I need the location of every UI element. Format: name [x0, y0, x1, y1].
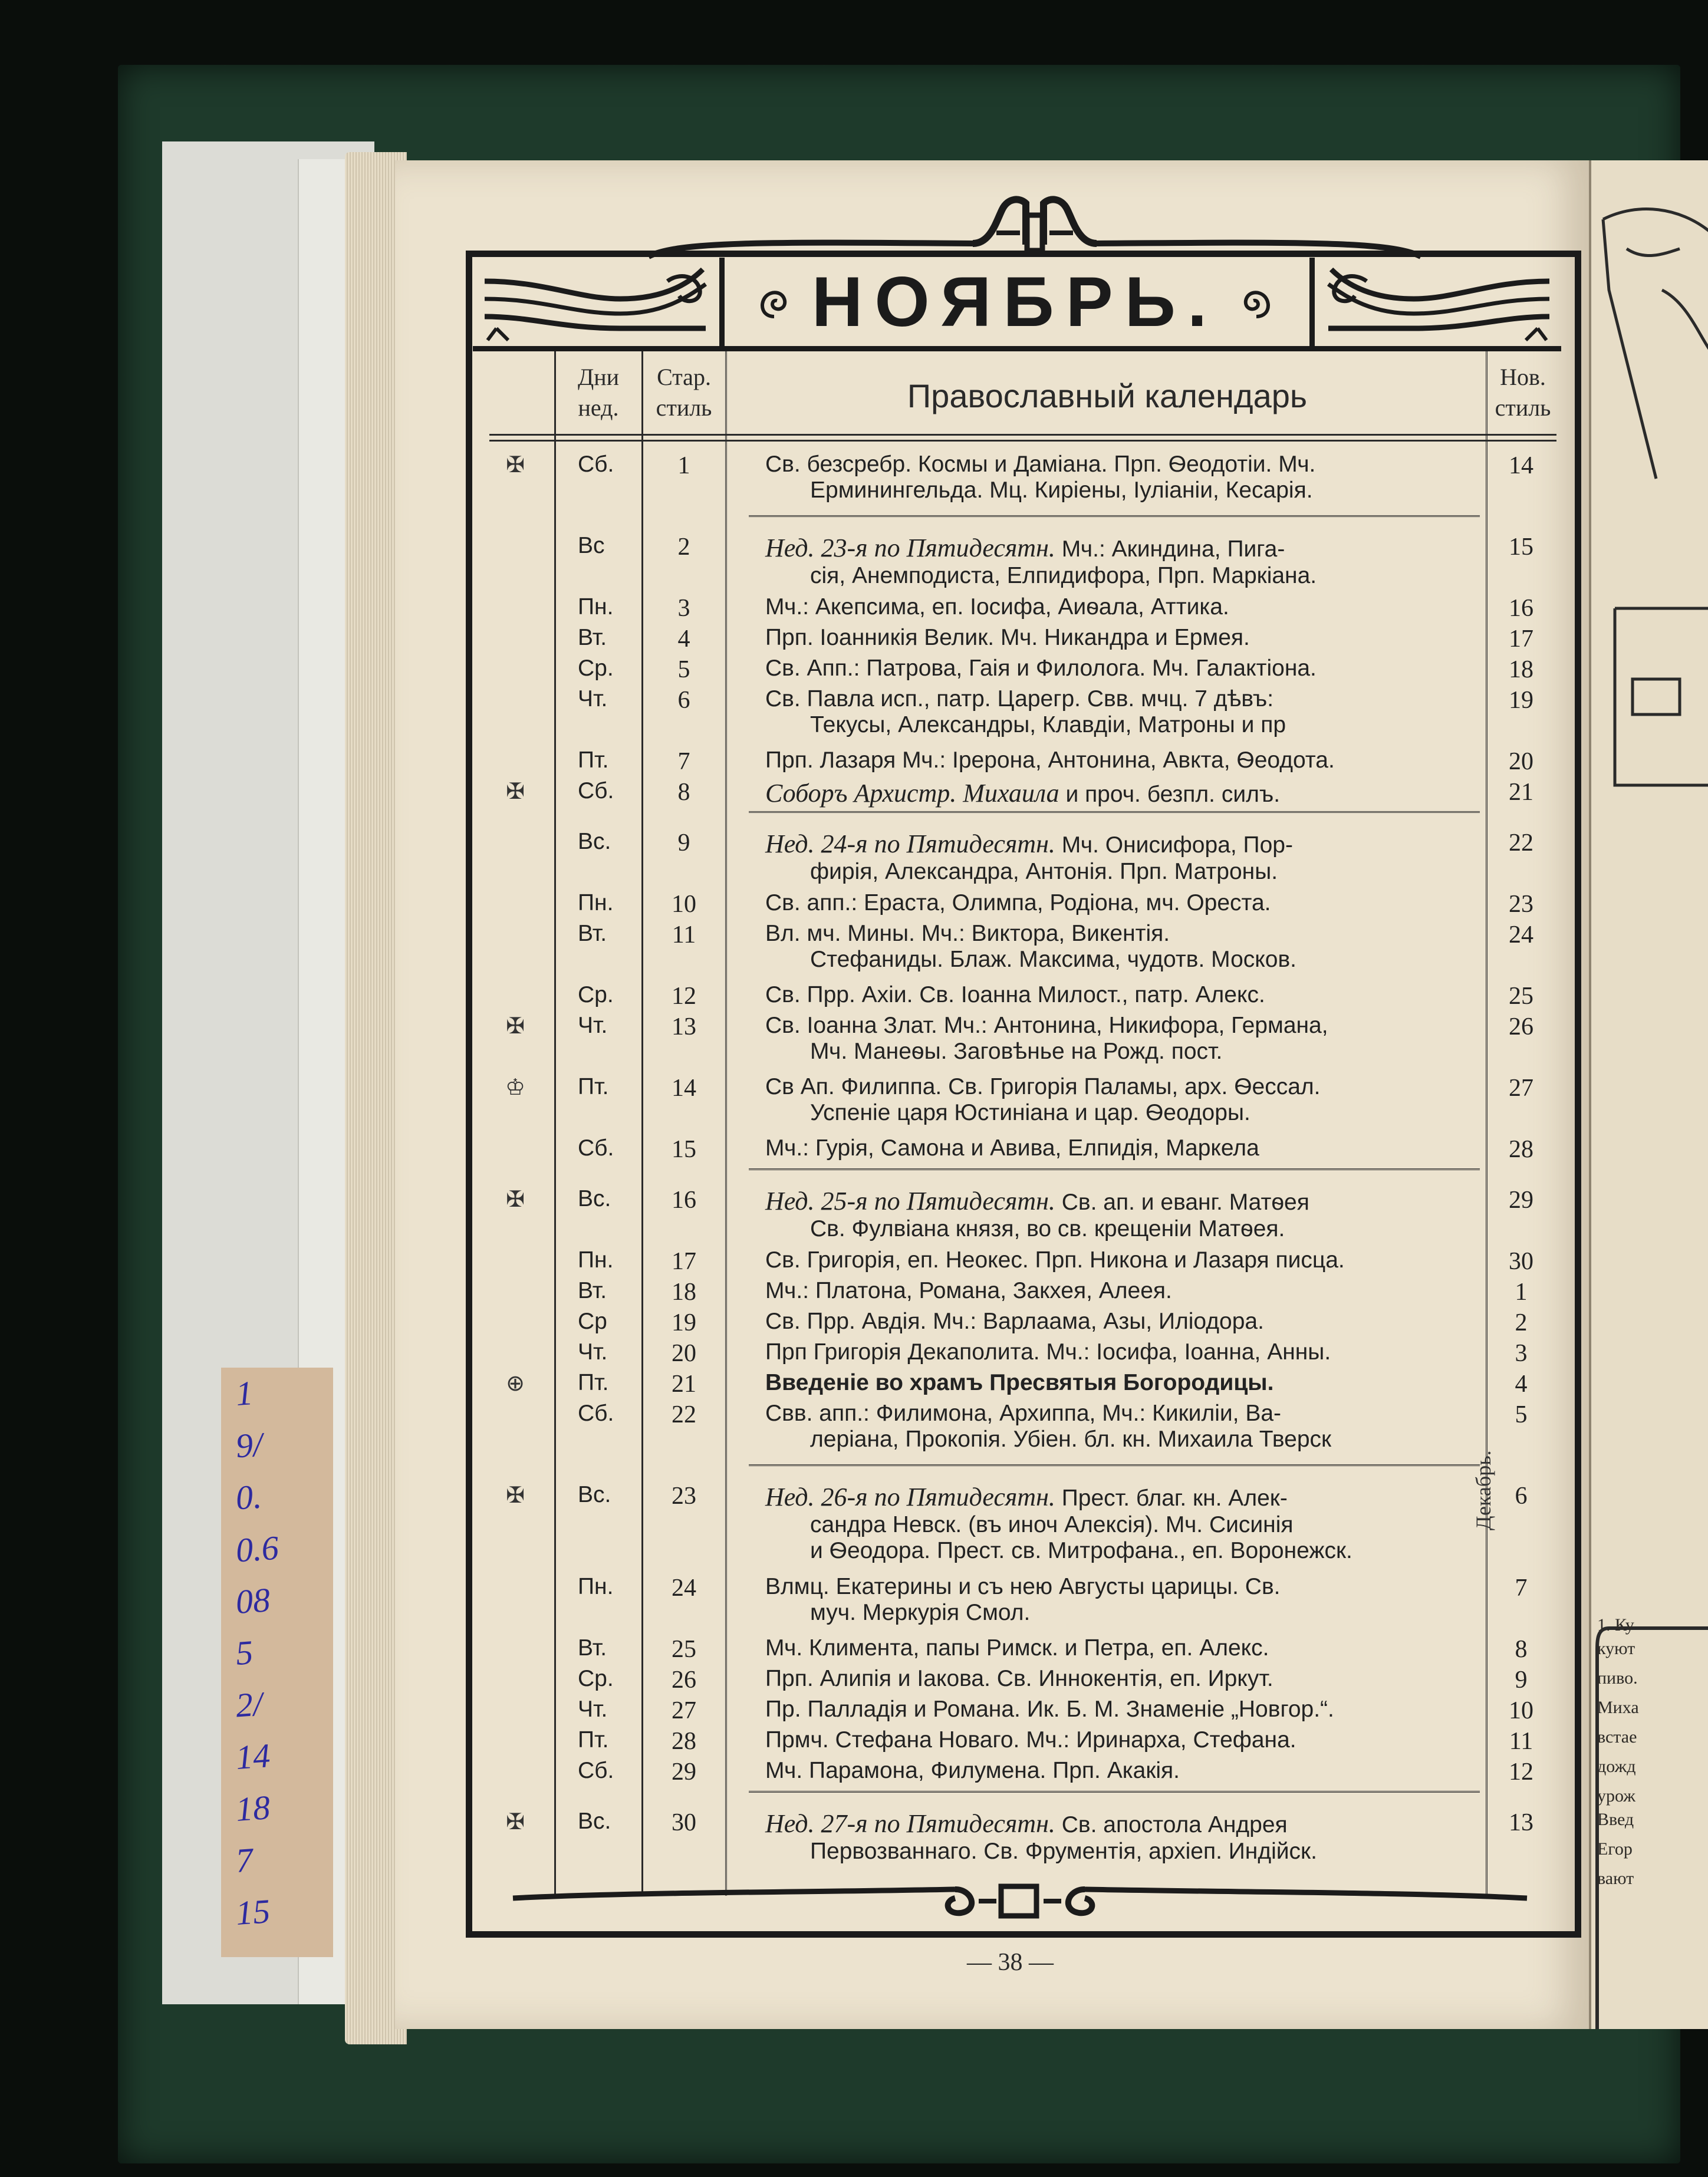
old-style-date: 24 [672, 1575, 696, 1602]
weekday: Ср. [578, 1666, 614, 1691]
entry-line [765, 1574, 1473, 1600]
old-style-date: 4 [677, 625, 690, 653]
entry-text: Св. Прр. Авдія. Мч.: Варлаама, Азы, Иліодора. [765, 1309, 1264, 1334]
entry-text: Прп Григорія Декаполита. Мч.: Іосифа, Іоанна, Анны. [765, 1339, 1331, 1365]
entry-text: Прест. благ. кн. Алек- [1055, 1486, 1288, 1511]
next-page-line: 1. Ку [1597, 1615, 1634, 1635]
page-number: — 38 — [967, 1949, 1054, 1976]
new-style-date: 5 [1515, 1401, 1528, 1428]
sunday-title: Нед. 27-я по Пятидесятн. [765, 1809, 1055, 1838]
old-style-date: 15 [672, 1136, 696, 1163]
saints-entry [765, 1727, 1473, 1753]
old-style-date: 14 [672, 1075, 696, 1102]
saints-entry [765, 1186, 1473, 1242]
sunday-title: Нед. 23-я по Пятидесятн. [765, 533, 1055, 562]
old-style-date: 10 [672, 891, 696, 918]
entry-text: Мч. Онисифора, Пор- [1055, 832, 1293, 858]
new-style-date: 18 [1509, 656, 1533, 683]
entry-continuation: Успеніе царя Юстиніана и цар. Ѳеодоры. [810, 1100, 1250, 1125]
entry-text: Мч. Парамона, Филумена. Прп. Акакія. [765, 1758, 1180, 1783]
month-header [473, 258, 1561, 351]
entry-text: Св. апостола Андрея [1055, 1812, 1288, 1837]
december-label: Декабрь. [1472, 1450, 1495, 1530]
slip-line: 0.6 [234, 1528, 280, 1570]
saints-entry [765, 747, 1473, 773]
entry-continuation: муч. Меркурія Смол. [810, 1600, 1031, 1625]
entry-line [765, 747, 1473, 773]
weekday: Пн. [578, 1574, 614, 1599]
feast-mark-icon: ✠ [506, 778, 525, 804]
weekday: Сб. [578, 452, 614, 477]
saints-entry [765, 1013, 1473, 1065]
entry-line [765, 1401, 1473, 1427]
old-style-date: 21 [672, 1371, 696, 1398]
weekday: Сб. [578, 1135, 614, 1161]
new-style-date: 22 [1509, 829, 1533, 857]
old-style-date: 27 [672, 1697, 696, 1724]
new-style-date: 3 [1515, 1340, 1528, 1367]
paper-slip [221, 1368, 333, 1957]
old-style-date: 5 [677, 656, 690, 683]
saints-entry [765, 1697, 1473, 1723]
weekday: Чт. [578, 1339, 608, 1365]
header-old-l2: стиль [656, 394, 712, 421]
weekday: Сб. [578, 1401, 614, 1426]
new-style-date: 2 [1515, 1309, 1528, 1336]
feast-mark-icon: ✠ [506, 1482, 525, 1508]
header-new-style [1489, 362, 1556, 423]
calendar-row [489, 1247, 1556, 1278]
entry-line [765, 1635, 1473, 1661]
entry-line [765, 778, 1473, 808]
new-style-date: 7 [1515, 1575, 1528, 1602]
old-style-date: 8 [677, 779, 690, 806]
saints-entry [765, 1574, 1473, 1626]
weekday: Пн. [578, 1247, 614, 1273]
weekday: Пт. [578, 747, 609, 773]
calendar-row [489, 778, 1556, 809]
next-page-line: Егор [1597, 1839, 1633, 1859]
entry-text: Пр. Палладія и Романа. Ик. Б. М. Знаменіе „Новгор.“. [765, 1697, 1334, 1722]
next-page-line: куют [1597, 1639, 1635, 1658]
calendar-row [489, 747, 1556, 778]
new-style-date: 10 [1509, 1697, 1533, 1724]
entry-text: и проч. безпл. силъ. [1059, 782, 1281, 807]
entry-continuation: и Ѳеодора. Прест. св. Митрофана., еп. Воронежск. [810, 1538, 1352, 1563]
entry-line [765, 1727, 1473, 1753]
entry-line [765, 1697, 1473, 1723]
weekday: Сб. [578, 1758, 614, 1783]
header-ornament-left [473, 258, 725, 346]
weekday: Ср [578, 1309, 607, 1334]
header-ornament-right [1309, 258, 1561, 346]
weekday: Ср. [578, 656, 614, 681]
header-rule [489, 434, 1556, 436]
entry-text: Св Ап. Филиппа. Св. Григорія Паламы, арх. Ѳессал. [765, 1074, 1321, 1099]
entry-text: Мч. Климента, папы Римск. и Петра, еп. Алекс. [765, 1635, 1269, 1661]
entry-text: Прп. Алипія и Іакова. Св. Иннокентія, еп. Иркут. [765, 1666, 1273, 1691]
entry-text: Мч.: Платона, Романа, Закхея, Алеея. [765, 1278, 1172, 1303]
calendar-row [489, 1370, 1556, 1401]
calendar-row [489, 982, 1556, 1013]
old-style-date: 3 [677, 595, 690, 622]
saints-entry [765, 594, 1473, 620]
old-style-date: 12 [672, 983, 696, 1010]
sunday-title: Нед. 26-я по Пятидесятн. [765, 1483, 1055, 1511]
new-style-date: 21 [1509, 779, 1533, 806]
saints-entry [765, 1339, 1473, 1365]
old-style-date: 28 [672, 1728, 696, 1755]
saints-entry [765, 921, 1473, 973]
entry-line [765, 1666, 1473, 1692]
entry-line [765, 625, 1473, 651]
weekday: Вт. [578, 1278, 607, 1303]
entry-line [765, 686, 1473, 712]
entry-line [765, 829, 1473, 859]
bottom-ornament [507, 1863, 1533, 1928]
saints-entry [765, 1278, 1473, 1304]
old-style-date: 23 [672, 1483, 696, 1510]
next-page-line: Введ [1597, 1810, 1634, 1829]
weekday: Пт. [578, 1074, 609, 1099]
entry-line [765, 1247, 1473, 1273]
old-style-date: 19 [672, 1309, 696, 1336]
entry-line [765, 1339, 1473, 1365]
entry-line [765, 890, 1473, 916]
saints-entry [765, 452, 1473, 503]
header-rule [489, 440, 1556, 442]
sunday-title: Нед. 24-я по Пятидесятн. [765, 829, 1055, 858]
entry-text: Прмч. Стефана Новаго. Мч.: Иринарха, Стефана. [765, 1727, 1296, 1753]
header-days-l1: Дни [577, 364, 620, 390]
entry-line [765, 656, 1473, 681]
entry-line [765, 533, 1473, 563]
month-title-text: НОЯБРЬ. [811, 262, 1219, 341]
new-style-date: 9 [1515, 1666, 1528, 1694]
calendar-row [489, 1339, 1556, 1370]
old-style-date: 25 [672, 1636, 696, 1663]
calendar-row [489, 1758, 1556, 1789]
calendar-row [489, 1450, 1556, 1574]
feast-mark-icon: ♔ [505, 1074, 526, 1100]
weekday: Сб. [578, 778, 614, 803]
feast-mark-icon: ⊕ [506, 1370, 525, 1396]
new-style-date: 28 [1509, 1136, 1533, 1163]
saints-entry [765, 1758, 1473, 1784]
saints-entry [765, 1666, 1473, 1692]
entry-text: Мч.: Акепсима, еп. Іосифа, Аиѳала, Аттика. [765, 594, 1229, 620]
feast-mark-icon: ✠ [506, 1186, 525, 1212]
calendar-row [489, 656, 1556, 686]
entry-text: Св. Іоанна Злат. Мч.: Антонина, Никифора, Германа, [765, 1013, 1328, 1038]
entry-continuation: Мч. Манеѳы. Заговѣнье на Рожд. пост. [810, 1039, 1223, 1064]
new-style-date: 14 [1509, 452, 1533, 479]
old-style-date: 16 [672, 1187, 696, 1214]
entry-line [765, 1309, 1473, 1335]
saints-entry [765, 1635, 1473, 1661]
entry-line [765, 1013, 1473, 1039]
weekday: Вс. [578, 1482, 611, 1507]
entry-text: Св. апп.: Ераста, Олимпа, Родіона, мч. Ореста. [765, 890, 1271, 915]
entry-continuation: Текусы, Александры, Клавдіи, Матроны и пр [810, 712, 1286, 737]
weekday: Ср. [578, 982, 614, 1007]
entry-continuation: Ерминингельда. Мц. Киріены, Іуліаніи, Кесарія. [810, 477, 1313, 503]
old-style-date: 30 [672, 1809, 696, 1836]
entry-continuation: Первозваннаго. Св. Фрументія, архіеп. Индійск. [810, 1839, 1317, 1864]
week-separator [749, 1464, 1480, 1470]
calendar-row [489, 1666, 1556, 1697]
entry-line [765, 1758, 1473, 1784]
next-page-line: Миха [1597, 1698, 1639, 1717]
entry-continuation: фирія, Александра, Антонія. Прп. Матроны. [810, 859, 1278, 884]
entry-continuation: сандра Невск. (въ иноч Алексія). Мч. Сисинія [810, 1512, 1294, 1537]
old-style-date: 1 [677, 452, 690, 479]
entry-text: Мч.: Гурія, Самона и Авива, Елпидія, Маркела [765, 1135, 1259, 1161]
sunday-title: Соборъ Архистр. Михаила [765, 779, 1059, 808]
old-style-date: 2 [677, 533, 690, 561]
slip-line: 9/ [234, 1425, 264, 1465]
entry-text: Мч.: Акиндина, Пига- [1055, 536, 1285, 562]
calendar-row [489, 1074, 1556, 1135]
saints-entry [765, 890, 1473, 916]
entry-text: Вл. мч. Мины. Мч.: Виктора, Викентія. [765, 921, 1170, 946]
next-page-line: вают [1597, 1869, 1634, 1888]
week-separator [749, 1168, 1480, 1174]
calendar-row [489, 1574, 1556, 1635]
old-style-date: 22 [672, 1401, 696, 1428]
slip-line: 2/ [234, 1684, 264, 1725]
swirl-left-icon [756, 284, 792, 320]
calendar-row [489, 1135, 1556, 1166]
calendar-row [489, 1635, 1556, 1666]
weekday: Пт. [578, 1727, 609, 1753]
old-style-date: 9 [677, 829, 690, 857]
week-separator [749, 811, 1480, 816]
slip-line: 1 [234, 1374, 255, 1413]
entry-text: Св. Павла исп., патр. Царегр. Свв. мчц. 7 дѣвъ: [765, 686, 1274, 712]
new-style-date: 15 [1509, 533, 1533, 561]
entry-text: Св. Апп.: Патрова, Гаія и Филолога. Мч. Галактіона. [765, 656, 1317, 681]
entry-continuation: сія, Анемподиста, Елпидифора, Прп. Маркіана. [810, 563, 1317, 588]
feast-mark-icon: ✠ [506, 1013, 525, 1039]
entry-line [765, 1370, 1473, 1396]
new-style-date: 13 [1509, 1809, 1533, 1836]
saints-entry [765, 1482, 1473, 1564]
saints-entry [765, 1809, 1473, 1865]
new-style-date: 11 [1509, 1728, 1533, 1755]
entry-text: Св. Григорія, еп. Неокес. Прп. Никона и Лазаря писца. [765, 1247, 1345, 1273]
calendar-row [489, 1186, 1556, 1247]
entry-line [765, 452, 1473, 477]
calendar-row [489, 1727, 1556, 1758]
calendar-row [489, 1401, 1556, 1462]
weekday: Пн. [578, 890, 614, 915]
calendar-row [489, 829, 1556, 890]
old-style-date: 11 [672, 921, 696, 948]
calendar-row [489, 1697, 1556, 1727]
swirl-right-icon [1239, 284, 1274, 320]
weekday: Вт. [578, 921, 607, 946]
calendar-row [489, 533, 1556, 594]
new-style-date: 8 [1515, 1636, 1528, 1663]
sunday-title: Нед. 25-я по Пятидесятн. [765, 1187, 1055, 1216]
old-style-date: 17 [672, 1248, 696, 1275]
next-page-line: дожд [1597, 1757, 1636, 1776]
weekday: Вт. [578, 1635, 607, 1661]
slip-line: 5 [234, 1633, 255, 1672]
old-style-date: 7 [677, 748, 690, 775]
old-style-date: 18 [672, 1279, 696, 1306]
header-old-style [643, 362, 725, 423]
calendar-row [489, 452, 1556, 513]
new-style-date: 30 [1509, 1248, 1533, 1275]
saints-entry [765, 656, 1473, 681]
feast-mark-icon: ✠ [506, 1809, 525, 1835]
header-new-l2: стиль [1495, 394, 1551, 421]
calendar-row [489, 686, 1556, 747]
new-style-date: 23 [1509, 891, 1533, 918]
old-style-date: 6 [677, 687, 690, 714]
calendar-table [489, 351, 1556, 1896]
new-style-date: 27 [1509, 1075, 1533, 1102]
weekday: Вс. [578, 1809, 611, 1834]
new-style-date: 6 [1515, 1483, 1528, 1510]
new-style-date: 4 [1515, 1371, 1528, 1398]
new-style-date: 26 [1509, 1013, 1533, 1040]
new-style-date: 29 [1509, 1187, 1533, 1214]
saints-entry [765, 1135, 1473, 1161]
slip-line: 15 [234, 1892, 272, 1932]
entry-text: Св. ап. и еванг. Матѳея [1055, 1190, 1309, 1215]
weekday: Чт. [578, 1697, 608, 1722]
entry-line [765, 1278, 1473, 1304]
entry-continuation: Св. Фулвіана князя, во св. крещеніи Матѳея. [810, 1216, 1285, 1241]
weekday: Чт. [578, 1013, 608, 1038]
new-style-date: 25 [1509, 983, 1533, 1010]
slip-line: 14 [234, 1736, 272, 1777]
slip-line: 0. [234, 1477, 263, 1517]
saints-entry [765, 1247, 1473, 1273]
week-separator [749, 515, 1480, 521]
month-title [732, 258, 1298, 346]
weekday: Пн. [578, 594, 614, 620]
saints-entry [765, 778, 1473, 808]
calendar-row [489, 1013, 1556, 1074]
next-page-line: пиво. [1597, 1668, 1638, 1688]
saints-entry [765, 829, 1473, 885]
old-style-date: 26 [672, 1666, 696, 1694]
weekday: Вс. [578, 1186, 611, 1211]
new-style-date: 20 [1509, 748, 1533, 775]
entry-line [765, 982, 1473, 1008]
calendar-row [489, 1278, 1556, 1309]
entry-line [765, 1809, 1473, 1839]
saints-entry [765, 533, 1473, 589]
slip-line: 18 [234, 1788, 272, 1829]
next-page-illustration [1591, 196, 1708, 844]
header-old-l1: Стар. [657, 364, 711, 390]
entry-line [765, 594, 1473, 620]
entry-line [765, 921, 1473, 947]
weekday: Вт. [578, 625, 607, 650]
saints-entry [765, 686, 1473, 738]
saints-entry [765, 1309, 1473, 1335]
feast-mark-icon: ✠ [506, 452, 525, 477]
weekday: Чт. [578, 686, 608, 712]
week-separator [749, 1791, 1480, 1796]
entry-line [765, 1482, 1473, 1512]
entry-text: Свв. апп.: Филимона, Архиппа, Мч.: Кикиліи, Ва- [765, 1401, 1282, 1426]
old-style-date: 29 [672, 1758, 696, 1786]
old-style-date: 20 [672, 1340, 696, 1367]
entry-text: Прп. Іоанникія Велик. Мч. Никандра и Ермея. [765, 625, 1250, 650]
saints-entry [765, 625, 1473, 651]
entry-continuation: Стефаниды. Блаж. Максима, чудотв. Москов. [810, 947, 1296, 972]
slip-line: 7 [234, 1840, 255, 1880]
header-main: Православный календарь [907, 377, 1308, 414]
slip-line: 08 [234, 1580, 272, 1621]
old-style-date: 13 [672, 1013, 696, 1040]
new-style-date: 17 [1509, 625, 1533, 653]
new-style-date: 24 [1509, 921, 1533, 948]
entry-line [765, 1135, 1473, 1161]
calendar-row [489, 890, 1556, 921]
next-page [1589, 160, 1708, 2029]
header-days-l2: нед. [578, 394, 619, 421]
entry-text: Св. безсребр. Космы и Даміана. Прп. Ѳеодотіи. Мч. [765, 452, 1316, 477]
next-page-line: встае [1597, 1727, 1637, 1747]
saints-entry [765, 1074, 1473, 1126]
entry-line [765, 1186, 1473, 1216]
weekday: Вс [578, 533, 605, 558]
saints-entry [765, 1401, 1473, 1453]
saints-entry [765, 982, 1473, 1008]
saints-entry [765, 1370, 1473, 1396]
entry-text: Св. Прр. Ахіи. Св. Іоанна Милост., патр. Алекс. [765, 982, 1265, 1007]
weekday: Вс. [578, 829, 611, 854]
new-style-date: 1 [1515, 1279, 1528, 1306]
new-style-date: 19 [1509, 687, 1533, 714]
calendar-row [489, 594, 1556, 625]
calendar-row [489, 1809, 1556, 1870]
entry-text: Прп. Лазаря Мч.: Ірерона, Антонина, Авкта, Ѳеодота. [765, 747, 1335, 773]
entry-continuation: леріана, Прокопія. Убіен. бл. кн. Михаила Тверск [810, 1427, 1332, 1452]
calendar-row [489, 921, 1556, 982]
entry-line [765, 1074, 1473, 1100]
calendar-row [489, 1309, 1556, 1339]
header-days [555, 362, 641, 423]
new-style-date: 16 [1509, 595, 1533, 622]
header-new-l1: Нов. [1500, 364, 1546, 390]
calendar-row [489, 625, 1556, 656]
weekday: Пт. [578, 1370, 609, 1395]
new-style-date: 12 [1509, 1758, 1533, 1786]
next-page-line: урож [1597, 1786, 1635, 1806]
entry-text: Влмц. Екатерины и съ нею Августы царицы. Св. [765, 1574, 1281, 1599]
feast-title: Введеніе во храмъ Пресвятыя Богородицы. [765, 1370, 1274, 1395]
